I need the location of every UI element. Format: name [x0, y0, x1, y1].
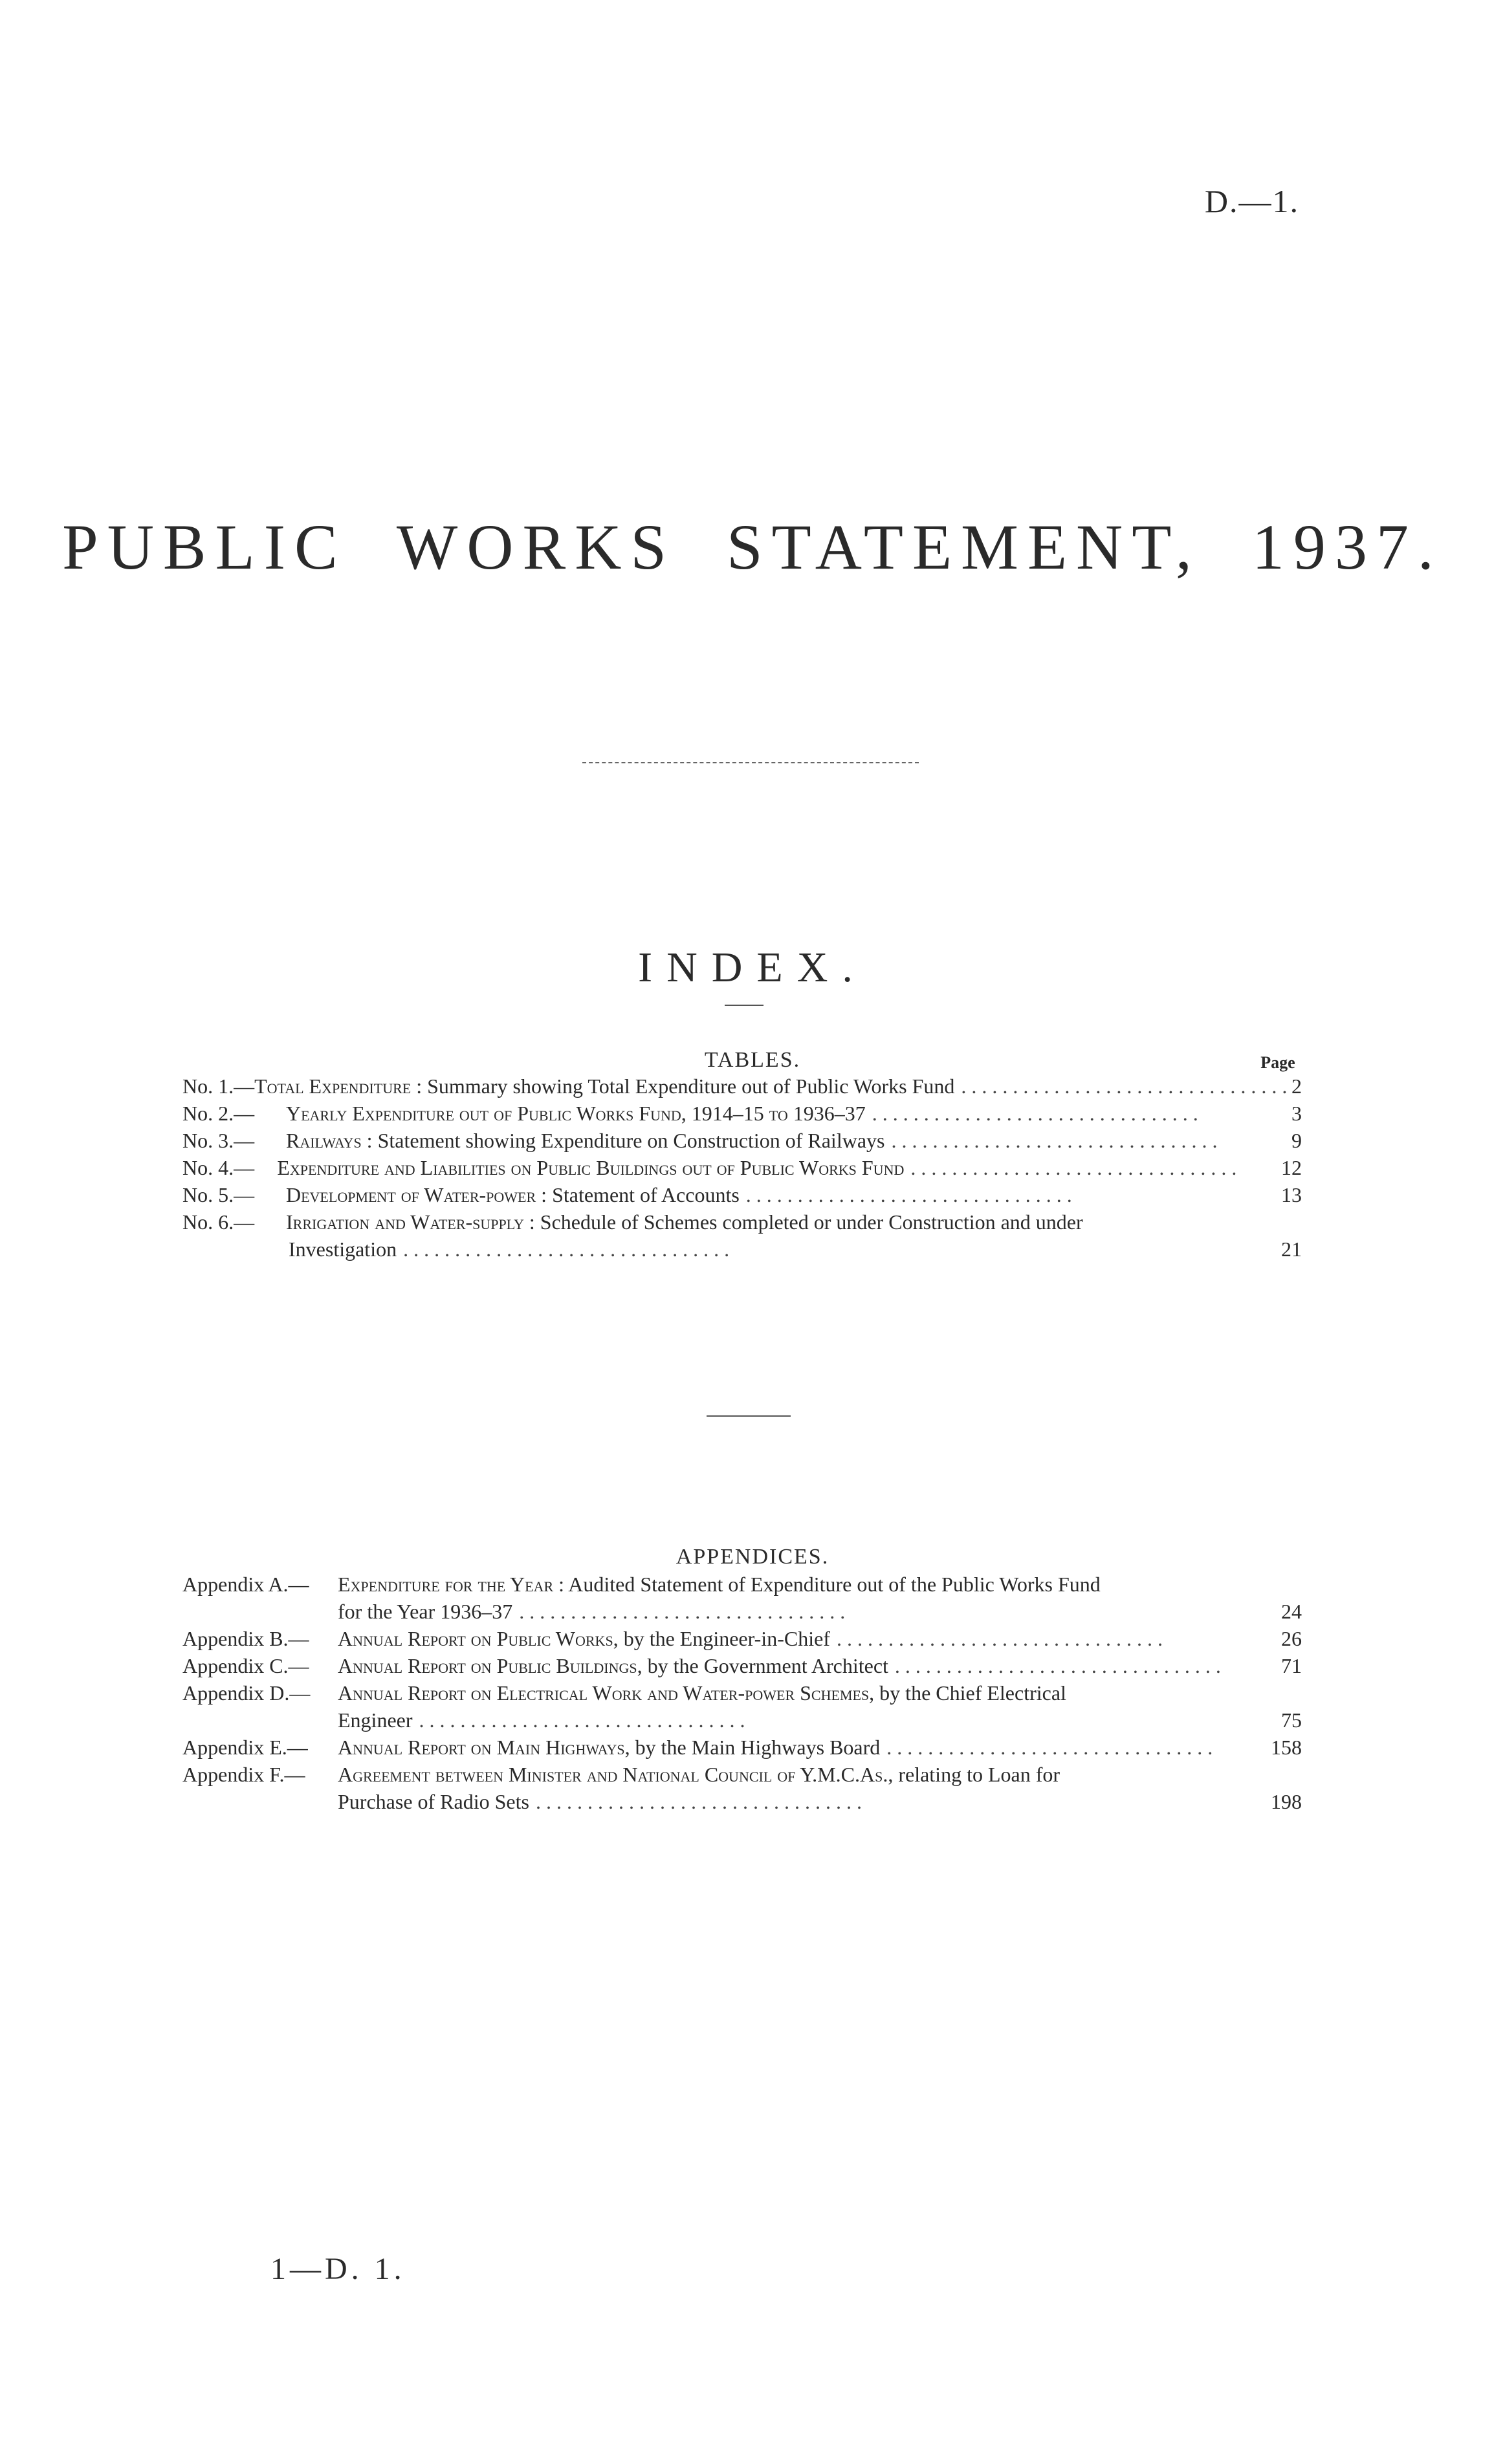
dot-leader: . . . . . . . . . . . . . . . . . . . . . . . . . . . . . . . .	[891, 1129, 1218, 1152]
dot-leader: . . . . . . . . . . . . . . . . . . . . . . . . . . . . . . . .	[535, 1790, 862, 1813]
entry-title: Development of Water-power :	[286, 1183, 547, 1206]
dot-leader: . . . . . . . . . . . . . . . . . . . . . . . . . . . . . . . .	[872, 1102, 1198, 1125]
entry-description: Audited Statement of Expenditure out of the Public Works Fund	[568, 1573, 1101, 1596]
entry-page: 26	[1281, 1627, 1302, 1650]
dot-leader: . . . . . . . . . . . . . . . . . . . . . . . . . . . . . . . .	[745, 1183, 1072, 1206]
index-heading: INDEX.	[638, 944, 867, 991]
entry-description: by the Main Highways Board	[635, 1736, 881, 1759]
entry-page: 198	[1271, 1790, 1302, 1813]
entry-page: 71	[1281, 1654, 1302, 1677]
entry-number: Appendix A.—	[182, 1573, 309, 1596]
appendix-entry-f	[182, 1761, 1302, 1815]
entry-number: No. 1.—	[182, 1074, 255, 1098]
entry-page: 158	[1271, 1736, 1302, 1759]
appendix-entry-d	[182, 1679, 1302, 1734]
dot-leader: . . . . . . . . . . . . . . . . . . . . . . . . . . . . . . . .	[961, 1074, 1288, 1098]
entry-description: Statement showing Expenditure on Construction of Railways	[377, 1129, 885, 1152]
entry-title: Annual Report on Electrical Work and Water-power Schemes,	[338, 1681, 875, 1705]
entry-description: by the Engineer-in-Chief	[623, 1627, 830, 1650]
entry-page: 3	[1291, 1102, 1302, 1125]
page-title: PUBLIC WORKS STATEMENT, 1937.	[62, 511, 1443, 583]
entry-title: Total Expenditure :	[254, 1074, 423, 1098]
dot-leader: . . . . . . . . . . . . . . . . . . . . . . . . . . . . . . . .	[403, 1237, 730, 1261]
dot-leader: . . . . . . . . . . . . . . . . . . . . . . . . . . . . . . . .	[519, 1600, 846, 1623]
entry-number: Appendix C.—	[182, 1654, 309, 1677]
entry-title: Annual Report on Public Works,	[338, 1627, 619, 1650]
entry-continuation: Purchase of Radio Sets	[338, 1790, 529, 1813]
entry-page: 75	[1281, 1708, 1302, 1732]
index-divider	[725, 1005, 763, 1006]
dot-leader: . . . . . . . . . . . . . . . . . . . . . . . . . . . . . . . .	[894, 1654, 1221, 1677]
appendix-entry-b	[182, 1625, 1302, 1652]
entry-page: 24	[1281, 1600, 1302, 1623]
entry-number: No. 2.—	[182, 1102, 255, 1125]
section-divider	[707, 1415, 791, 1417]
entry-description: Summary showing Total Expenditure out of Public Works Fund	[427, 1074, 955, 1098]
table-entry-6	[182, 1208, 1302, 1263]
appendix-entry-c	[182, 1652, 1302, 1679]
tables-list	[182, 1073, 1302, 1263]
appendices-heading: APPENDICES.	[676, 1545, 829, 1569]
entry-title: Irrigation and Water-supply :	[286, 1210, 535, 1234]
entry-number: Appendix D.—	[182, 1681, 311, 1705]
entry-description: by the Government Architect	[647, 1654, 888, 1677]
entry-page: 21	[1281, 1237, 1302, 1261]
entry-number: Appendix B.—	[182, 1627, 309, 1650]
title-divider	[582, 762, 919, 763]
footer-reference: 1—D. 1.	[270, 2252, 406, 2286]
entry-title: Expenditure for the Year :	[338, 1573, 565, 1596]
appendix-entry-a	[182, 1571, 1302, 1625]
appendix-entry-e	[182, 1734, 1302, 1761]
dot-leader: . . . . . . . . . . . . . . . . . . . . . . . . . . . . . . . .	[910, 1156, 1237, 1179]
entry-description: relating to Loan for	[898, 1763, 1060, 1786]
entry-title: Expenditure and Liabilities on Public Buildings out of Public Works Fund	[277, 1156, 905, 1179]
tables-heading: TABLES.	[704, 1048, 801, 1072]
entry-title: Agreement between Minister and National Council of Y.M.C.As.,	[338, 1763, 894, 1786]
page-reference: D.—1.	[1204, 183, 1299, 219]
table-entry-4	[182, 1154, 1302, 1181]
entry-page: 2	[1291, 1074, 1302, 1098]
table-entry-3	[182, 1127, 1302, 1154]
entry-number: Appendix E.—	[182, 1736, 308, 1759]
page-column-header: Page	[1260, 1053, 1295, 1072]
table-entry-5	[182, 1181, 1302, 1208]
entry-title: Annual Report on Main Highways,	[338, 1736, 630, 1759]
entry-number: No. 5.—	[182, 1183, 255, 1206]
entry-description: by the Chief Electrical	[879, 1681, 1066, 1705]
entry-continuation: Engineer	[338, 1708, 413, 1732]
entry-number: Appendix F.—	[182, 1763, 305, 1786]
table-entry-2	[182, 1100, 1302, 1127]
dot-leader: . . . . . . . . . . . . . . . . . . . . . . . . . . . . . . . .	[836, 1627, 1163, 1650]
dot-leader: . . . . . . . . . . . . . . . . . . . . . . . . . . . . . . . .	[419, 1708, 745, 1732]
entry-continuation: Investigation	[289, 1237, 397, 1261]
entry-page: 12	[1281, 1156, 1302, 1179]
entry-number: No. 3.—	[182, 1129, 255, 1152]
entry-page: 13	[1281, 1183, 1302, 1206]
entry-page: 9	[1291, 1129, 1302, 1152]
dot-leader: . . . . . . . . . . . . . . . . . . . . . . . . . . . . . . . .	[886, 1736, 1213, 1759]
entry-description: Statement of Accounts	[552, 1183, 740, 1206]
table-entry-1	[182, 1073, 1302, 1100]
entry-title: Yearly Expenditure out of Public Works Fund, 1914–15 to 1936–37	[286, 1102, 866, 1125]
appendices-list	[182, 1571, 1302, 1815]
entry-number: No. 4.—	[182, 1156, 255, 1179]
entry-description: Schedule of Schemes completed or under Construction and under	[540, 1210, 1083, 1234]
entry-number: No. 6.—	[182, 1210, 255, 1234]
entry-title: Railways :	[286, 1129, 373, 1152]
entry-continuation: for the Year 1936–37	[338, 1600, 513, 1623]
entry-title: Annual Report on Public Buildings,	[338, 1654, 643, 1677]
